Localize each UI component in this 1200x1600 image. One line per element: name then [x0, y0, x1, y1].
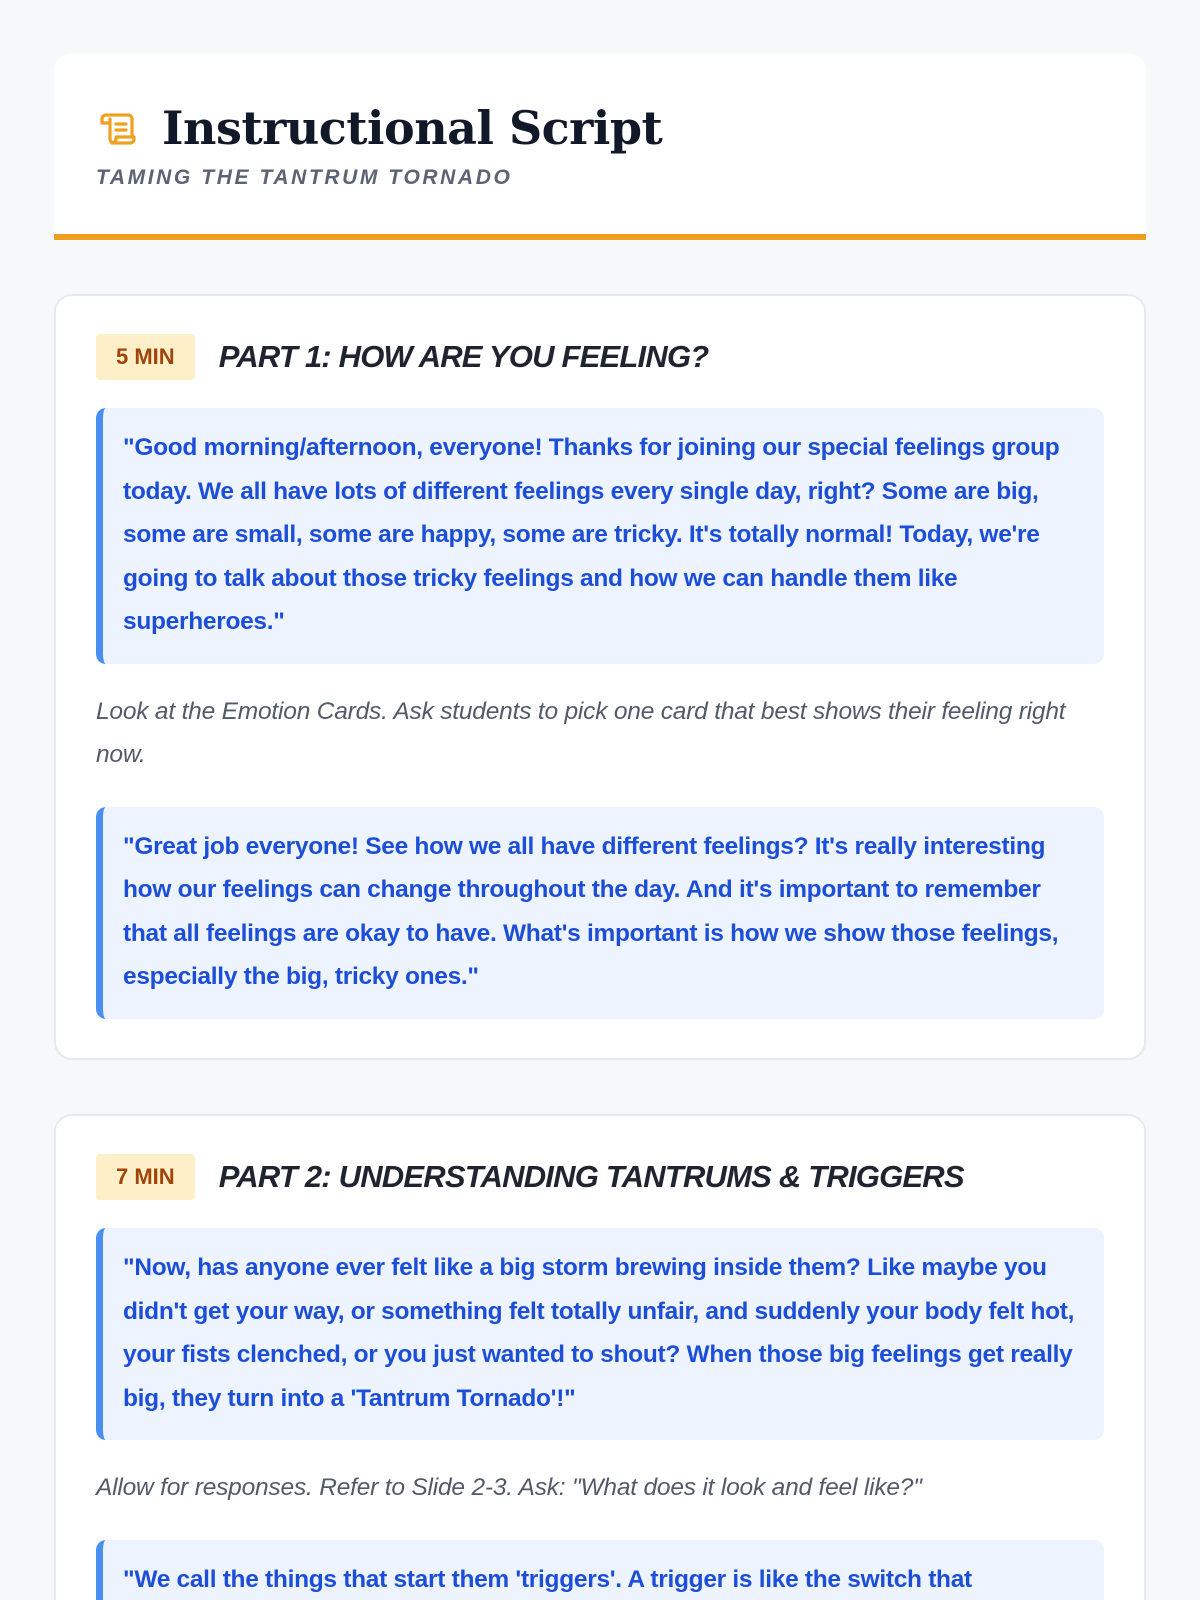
script-quote: "Great job everyone! See how we all have different feelings? It's really interesting how our feelings can change throughout the day. And it's important to remember that all feelings are okay to have. What's important is how we show those feelings, especially the big, tricky ones." — [96, 807, 1104, 1019]
section-header — [96, 1154, 1104, 1200]
section-title: PART 1: HOW ARE YOU FEELING? — [218, 339, 709, 374]
duration-badge: 5 MIN — [96, 334, 195, 380]
script-quote: "We call the things that start them 'triggers'. A trigger is like the switch that — [96, 1540, 1104, 1600]
duration-badge: 7 MIN — [96, 1154, 195, 1200]
page-subtitle: TAMING THE TANTRUM TORNADO — [96, 166, 513, 189]
section-title: PART 2: UNDERSTANDING TANTRUMS & TRIGGERS — [218, 1159, 964, 1194]
page-title: Instructional Script — [162, 101, 663, 155]
section-header — [96, 334, 1104, 380]
title-row — [96, 98, 1104, 158]
section-part-2 — [54, 1114, 1146, 1600]
script-quote: "Now, has anyone ever felt like a big storm brewing inside them? Like maybe you didn't get your way, or something felt totally unfair, and suddenly your body felt hot, your fists clenched, or you just wanted to shout? When those big feelings get really big, they turn into a 'Tantrum Tornado'!" — [96, 1228, 1104, 1440]
teacher-direction: Look at the Emotion Cards. Ask students to pick one card that best shows their feeling right now. — [96, 697, 1066, 768]
script-quote: "Good morning/afternoon, everyone! Thanks for joining our special feelings group today. We all have lots of different feelings every single day, right? Some are big, some are small, some are happy, some are tricky. It's totally normal! Today, we're going to talk about those tricky feelings and how we can handle them like superheroes." — [96, 408, 1104, 664]
header-card — [54, 54, 1146, 240]
scroll-icon — [96, 107, 138, 149]
section-part-1 — [54, 294, 1146, 1060]
teacher-direction: Allow for responses. Refer to Slide 2-3. Ask: "What does it look and feel like?" — [96, 1474, 922, 1501]
